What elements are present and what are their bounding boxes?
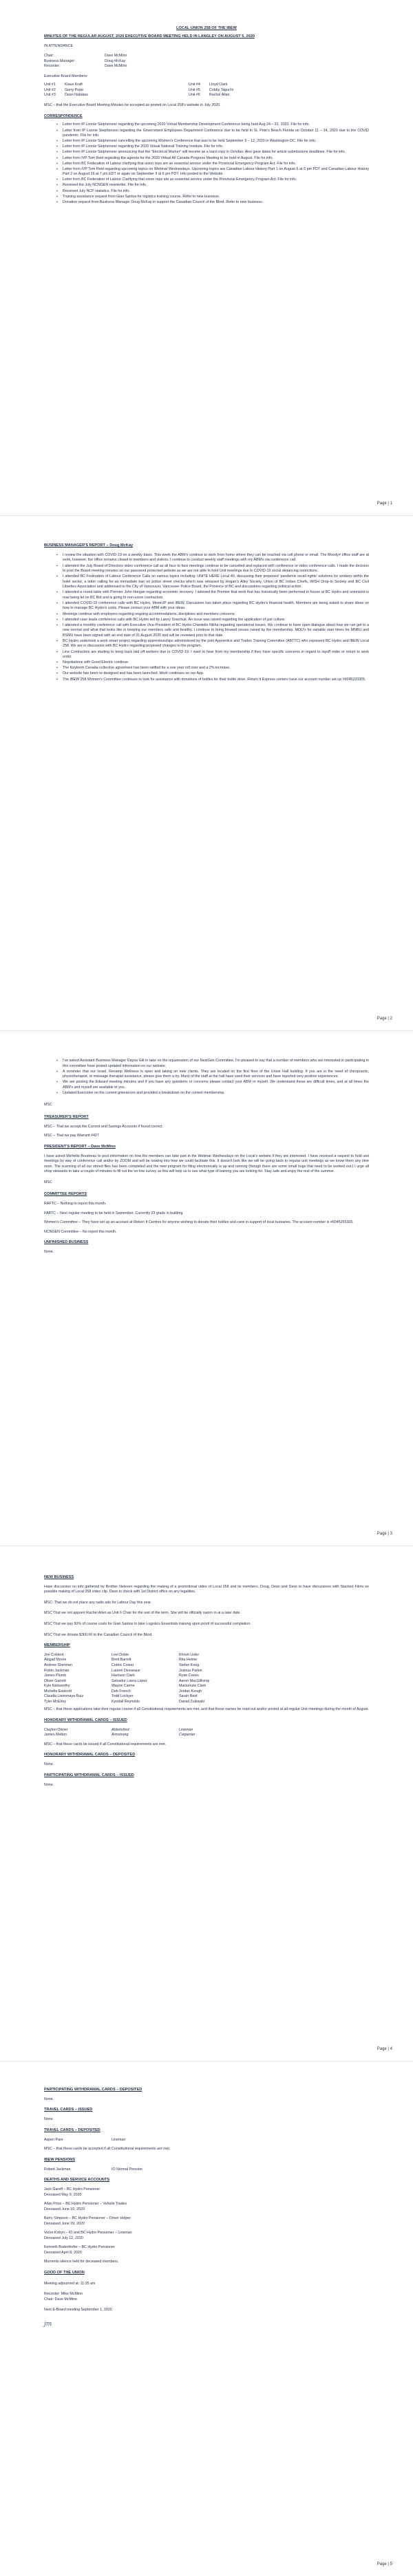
membership-motion: MSC – that these applications take their regular course if all Constitutional requirements are met, and that these names be read out and/or posted at all regular Unit meetings during the month of August. — [44, 1707, 369, 1712]
report-item: ▪ I attended case leads conference calls with BC Hydro led by Lanny Sowchuk. An issue was raised regarding the application of just culture. — [56, 618, 369, 623]
report-item: ▪ Negotiations with Good Electric continue. — [56, 660, 369, 666]
unit-member: Rachel Allan — [209, 93, 230, 98]
page-number: Page | 5 — [377, 2562, 392, 2567]
participating-deposited-text: None. — [44, 2097, 54, 2101]
travel-member-name: Aspen Pare — [44, 2137, 63, 2142]
participating-issued-text: None. — [44, 1782, 54, 1787]
report-item: ▪ The IBEW 258 Women's Committee continues to look for assistance with donations of bottles for their bottle drive. Return it Express centers have our account number set up #6045233305. — [56, 678, 369, 683]
report-item: ▪ I attended COVID-19 conference calls with BC Hydro, MoveUP and IBEW. Discussion has taken place regarding BC Hydro's financial health. Members are being asked to share ideas on how to manage BC Hydro's costs. Please contact your ABM with your ideas. — [56, 601, 369, 611]
unit-member: Gerry Pope — [65, 87, 84, 92]
new-business-motion: MSC That we donate $300.00 to the Canadian Council of the Blind. — [44, 1632, 153, 1637]
member-name: Levi Dobie — [112, 1652, 129, 1657]
member-name: Oliver Garrett — [44, 1678, 66, 1683]
member-name: Daniel Zulewski — [179, 1699, 205, 1704]
membership-title: MEMBERSHIP — [44, 1643, 70, 1648]
member-name: Stefan Koeg — [179, 1663, 200, 1667]
chair-line: Chair: Dave McMinn — [44, 2297, 77, 2302]
member-name: Khristi Lister — [179, 1652, 200, 1657]
officer-name: Doug McKay — [105, 58, 126, 63]
officer-role: Chair: — [44, 54, 54, 58]
unit-number: Unit #5 — [189, 87, 200, 92]
deaths-title: DEATHS AND SERVICE ACCOUNTS — [44, 2178, 110, 2183]
correspondence-item: ▪ Letter from IP Lonnie Stephenson cancelling the upcoming Women's Conference that was to be held September 9 – 12, 2020 in Washington DC. File for info. — [56, 139, 369, 144]
unit-member: Dean Nabatas — [65, 93, 88, 98]
honorary-issued-list — [44, 1728, 369, 1738]
member-name: Brett Barrett — [112, 1658, 131, 1663]
death-entry — [44, 2202, 369, 2212]
report-item: ▪ Line Contractors are starting to bring back laid off workers due to COVID-19. I want to hear from my membership if they have specific concerns in regard to layoff order or return to work order. — [56, 650, 369, 660]
report-item: ▪ I review the situation with COVID-19 on a weekly basis. This week the ABM's continue to work from home where they can be reached via cell phone or email. The Moody# office staff are at work, however, the office remains closed to members and visitors. I continue to conduct weekly staff meetings with my ABM's via conference call. — [56, 553, 369, 563]
correspondence-title: CORRESPONDENCE — [44, 113, 83, 118]
pensioner-name: Robert Jackman — [44, 2167, 71, 2172]
member-name: Joe Coblent — [44, 1652, 64, 1657]
page-3 — [0, 1030, 413, 1546]
committee-report: Women's Committee – They have set up an account at Return It Centres for anyone wishing to donate their bottles and cans in support of local bursaries. The account number is #6045255305. — [44, 1220, 354, 1225]
membership-column — [112, 1653, 179, 1704]
page-number: Page | 2 — [377, 1017, 392, 1021]
officer-row — [44, 64, 369, 69]
pension-type: IO Normal Pension — [112, 2167, 142, 2172]
member-name: Todd Lockyer — [112, 1694, 134, 1699]
report-item: ▪ I attended the July Board of Directors video conference call as all face to face meetings continue to be cancelled and replaced with conference or video conference calls. I made the decision to post the Board meeting minutes on our password protected website as we are not able to hold Unit meetings due to COVID-19 social distancing restrictions. — [56, 564, 369, 574]
pensions-title: IBEW PENSIONS — [44, 2157, 76, 2162]
travel-issued-title: TRAVEL CARDS – ISSUED — [44, 2108, 93, 2112]
correspondence-item: ▪ Letter from IVP Tom Reid regarding upcoming topics on Webinar Wednesdays. Upcoming topics are Canadian Labour History Part 1 on August 5 at 6 pm PDT and Canadian Labour History Part 2 on August 26 at 7 pm EDT or again on September 9 at 6 pm PDT. Info posted to the Website. — [56, 167, 369, 177]
new-business-motion: MSC That we not appoint Rachel Allen as Unit 6 Chair for the rest of the term. She will be officially sworn in at a later date. — [44, 1611, 241, 1616]
unit-member: Lloyd Clark — [209, 83, 228, 87]
participating-issued-title: PARTICIPATING WITHDRAWAL CARDS – ISSUED — [44, 1773, 134, 1777]
new-business-motion: MSC: That we do not place any radio ads for Labour Day this year. — [44, 1600, 152, 1605]
travel-member-trade: Lineman — [112, 2137, 126, 2142]
correspondence-item: ▪ Donation request from Business Manager Doug McKay in support the Canadian Council of the Blind. Refer to new business. — [56, 200, 369, 206]
page-5 — [0, 2061, 413, 2576]
travel-deposited-row — [44, 2138, 369, 2143]
honorary-deposited-title: HONORARY WITHDRAWAL CARDS – DEPOSITED — [44, 1753, 136, 1757]
correspondence-item: ▪ Letter from BC Federation of Labour clarifying that union reps are an essential service under the Provincial Emergency Program Act. File for info. — [56, 162, 369, 167]
committee-reports-title: COMMITTEE REPORTS — [44, 1192, 87, 1197]
member-name: James Plumb — [44, 1674, 67, 1678]
travel-deposited-title: TRAVEL CARDS – DEPOSITED — [44, 2128, 100, 2132]
good-of-union-title: GOOD OF THE UNION — [44, 2270, 85, 2275]
correspondence-item: ▪ Letter from BC Federation of Labour Clarifying that union reps are an essential service under the Provincial Emergency Program Act. File for info. — [56, 177, 369, 183]
correspondence-item: ▪ Letter from IP Lonnie Stephenson regarding the upcoming 2020 Virtual Membership Development Conference being held Aug 24 – 31, 2020. File for info. — [56, 122, 369, 128]
business-manager-report-title: BUSINESS MANAGER'S REPORT – Doug McKay — [44, 543, 134, 548]
membership-names — [44, 1653, 369, 1704]
page-2 — [0, 515, 413, 1030]
correspondence-list — [56, 122, 369, 205]
membership-column — [44, 1653, 112, 1704]
deceased-name: Allan Price – BC Hydro Pensioner – Vehicle Trades — [44, 2202, 127, 2207]
unit-row — [44, 93, 369, 98]
signature: jm — [44, 2320, 52, 2328]
death-entry — [44, 2216, 369, 2227]
unit-row — [44, 83, 369, 88]
member-name: Jordan Keogh — [179, 1689, 202, 1693]
treasurer-report-title: TREASURER'S REPORT — [44, 1114, 89, 1119]
president-motion: MSC — [44, 1180, 52, 1184]
business-manager-report-list — [56, 553, 369, 682]
report-item: ▪ A reminder that our Israel, Revamp Wellness is open and taking on new clients. They are located on the first floor of the Union Hall building. If you are in the need of chiropractic, physiotherapist, or massage therapist assistance, please give them a try. Many of the staff at the hall have used their services and have reported very positive experiences. — [56, 1070, 369, 1080]
page-3-content — [44, 1031, 369, 1255]
report-item: ▪ The Keytomh Canada collective agreement has been ratified for a one year roll over and a 2% increase. — [56, 666, 369, 671]
page-2-content — [44, 516, 369, 683]
moment-of-silence: Moments silence held for deceased members. — [44, 2260, 119, 2264]
member-name: Claudia Lisenmaya Ruiz — [44, 1694, 84, 1699]
unit-list — [44, 83, 369, 98]
honorary-trade: Carpenter — [179, 1733, 195, 1738]
report-item: ▪ Updated Executive on the current grievances and provided a breakdown on the current membership. — [56, 1091, 369, 1096]
report-item: ▪ BC Hydro undertook a work smart project regarding apprenticeships administered by the joint Apprentice and Trades Training Committee (ABTTC) who represent BC Hydro and IBEW Local 258. We are in discussion with BC Hydro regarding proposed changes to the program. — [56, 639, 369, 649]
officer-name: Dave McMinn — [105, 64, 127, 69]
deceased-date: Deceased June 10, 2020 — [44, 2207, 85, 2211]
honorary-issued-title: HONORARY WITHDRAWAL CARDS – ISSUED — [44, 1718, 127, 1722]
unfinished-business-text: None. — [44, 1250, 54, 1255]
member-name: Salvador Loera Lopez — [112, 1678, 147, 1683]
deceased-name: Jack Gareff – BC Hydro Pensioner — [44, 2187, 100, 2192]
honorary-name: James Melton — [44, 1733, 67, 1738]
deceased-name: Barry Simpson – BC Hydro Pensioner – Driver Helper — [44, 2216, 131, 2221]
correspondence-item: ▪ Letter from IP Lonnie Stephenson regarding the Government Employees Department Conference due to be held in St. Pete's Beach Florida on October 11 – 14, 2020 due to the COVID pandemic. File for info. — [56, 129, 369, 139]
officer-row — [44, 54, 369, 59]
page-number: Page | 3 — [377, 1532, 392, 1537]
deceased-date: Deceased May 9, 2020 — [44, 2192, 82, 2197]
member-name: Sarah Reid — [179, 1694, 198, 1699]
honorary-row — [44, 1733, 369, 1738]
honorary-row — [44, 1728, 369, 1733]
unit-row — [44, 88, 369, 94]
report-item: ▪ I've asked Assistant Business Manager Dayna Gill to take on the rejuvenation of our NextGen Committee. I'm pleased to say that a number of members who are interested in participating in this committee have posted updated information on our website. — [56, 1059, 369, 1069]
deceased-date: Deceased April 8, 2020 — [44, 2250, 82, 2255]
honorary-location: Armstrong — [112, 1733, 129, 1738]
member-name: Michelle Eastcott — [44, 1689, 72, 1693]
honorary-trade: Lineman — [179, 1727, 193, 1732]
deceased-date: Deceased July 12, 2020 — [44, 2236, 83, 2240]
committee-report: RAFTC – Nothing to report this month. — [44, 1202, 107, 1206]
member-name: Harrison Clark — [112, 1674, 135, 1678]
document-title: LOCAL UNION 258 OF THE IBEW — [176, 26, 237, 30]
member-name: Deb French — [112, 1689, 131, 1693]
report-item: ▪ I attended a round table with Premier John Horgan regarding economic recovery. I advised the Premier that work that has historically been performed in house at BC Hydro and unionized is now being let on BC Bid and is going to non-union contractors. — [56, 590, 369, 600]
member-name: Tyler McElroy — [44, 1699, 67, 1704]
page-1 — [0, 0, 413, 515]
committee-report: NCNGEN Committee – No report this month. — [44, 1229, 117, 1234]
report-item: ▪ I attended a monthly conference call with Executive Vice-President of BC Hydro Chantelle Nikha regarding operational issues. We continue to have open dialogue about how we can get to a new normal and what that looks like in keeping our members safe and healthy. I continue to bring forward issues raised by the membership. MOU's for variable start times for MNBU and BSMU have been signed with an end date of 31 August 2020 and will be reviewed prior to that date. — [56, 623, 369, 639]
death-entry — [44, 2231, 369, 2241]
member-name: Ryan Crews — [179, 1674, 199, 1678]
treasurer-motion: MSC – That we accept the Current and Savings Accounts if found correct. — [44, 1124, 164, 1129]
membership-column — [179, 1653, 246, 1704]
member-name: Abigail Moore — [44, 1658, 67, 1663]
unfinished-business-title: UNFINISHED BUSINESS — [44, 1240, 89, 1245]
member-name: Lauren Desveaux — [112, 1668, 140, 1673]
correspondence-item: ▪ Received the July NCNGEN newsletter. File for Info. — [56, 183, 369, 188]
page-number: Page | 1 — [377, 501, 392, 506]
new-business-text: Have discussion on info gathered by Brother Nelesen regarding the making of a promotional video of Local 258 and its members. Doug, Dean and Dave to have discussions with Stacked Films on possible making of Local 258 video clip. Dave to check with 1st District office on any legalities. — [44, 1584, 369, 1594]
travel-deposited-motion: MSC – that these cards be accepted if all Constitutional requirements are met. — [44, 2147, 171, 2152]
member-name: Rita Helme — [179, 1658, 198, 1663]
correspondence-item: ▪ Training assistance request from Gian Santos for logistics training course. Refer to new business. — [56, 195, 369, 200]
report-item: ▪ Meetings continue with employers regarding ongoing accommodations, disciplines and members concerns. — [56, 612, 369, 618]
treasurer-motion: MSC – That we pay Warrant #427 — [44, 1134, 99, 1138]
correspondence-item: ▪ Letter from IP Lonnie Stephenson regarding the 2020 Virtual National Training Institute. File for info. — [56, 144, 369, 150]
officer-row — [44, 59, 369, 65]
officer-role: Recorder: — [44, 64, 61, 69]
unit-number: Unit #1 — [44, 83, 56, 87]
unit-member: Klaus Kraft — [65, 83, 83, 87]
report-motion: MSC — [44, 1103, 52, 1107]
page-4 — [0, 1546, 413, 2061]
new-business-title: NEW BUSINESS — [44, 1575, 74, 1579]
recorder-line: Recorder: Mike McMinn — [44, 2292, 83, 2297]
member-name: Mackenzie Clark — [179, 1684, 206, 1689]
unit-number: Unit #4 — [189, 83, 200, 87]
honorary-deposited-text: None. — [44, 1762, 54, 1767]
honorary-location: Abbotsford — [112, 1727, 129, 1732]
page-1-content — [44, 0, 369, 206]
member-name: Cedric Coleal — [112, 1663, 134, 1667]
correspondence-item: ▪ Received July NCP statistics. File for info. — [56, 189, 369, 195]
page-number: Page | 4 — [377, 2047, 392, 2052]
unit-number: Unit #6 — [189, 93, 200, 98]
member-name: Andrew Sherman — [44, 1663, 72, 1667]
president-report-text: I have asked Michelle Boudreau to post information on how the members can take part in the Webinar Wednesdays on the Local's website if they are interested. I have received a request to hold unit meetings by way of conference call and/or by ZOOM and will be looking into how we could facilitate this. It doesn't look like we will be going back to regular unit meetings as we know them any time soon. The scanning of all our stored files has been completed and the new program for filing electronically is up and running (though there are some small bugs that need to be worked out.) I urge all shop stewards to take a couple of minutes to fill out the on-line survey as this will help us to see what type of training you are looking for. Stay safe and enjoy the rest of the summer. — [44, 1154, 369, 1174]
member-name: Joshua Parkin — [179, 1668, 202, 1673]
report-item: ▪ Our website has been re-designed and has been launched. Work continues on our App. — [56, 671, 369, 677]
next-meeting: Next E-Board meeting September 1, 2020 — [44, 2308, 112, 2313]
deceased-name: Kenneth Bodenhofer – BC Hydro Pensioner — [44, 2245, 115, 2250]
deceased-name: Victor Kirbyn – IO and BC Hydro Pensioner – Lineman — [44, 2231, 132, 2236]
death-entry — [44, 2187, 369, 2198]
participating-deposited-title: PARTICIPATING WITHDRAWAL CARDS – DEPOSITED — [44, 2088, 142, 2092]
correspondence-item: ▪ Letter from IP Lonnie Stephenson announcing that the "Electrical Worker" will resume as a hard copy in October. Also gave dates for article submissions deadlines. File for info. — [56, 150, 369, 155]
unit-number: Unit #3 — [44, 93, 56, 98]
page-5-content — [44, 2061, 369, 2329]
business-manager-report-list-continued — [56, 1059, 369, 1096]
page-4-content — [44, 1546, 369, 1788]
unit-number: Unit #2 — [44, 87, 56, 92]
attendance-heading: IN ATTENDANCE — [44, 43, 73, 48]
officer-role: Business Manager: — [44, 58, 76, 63]
unit-member: Cobby Taguchi — [209, 87, 233, 92]
report-item: ▪ We are posting the Edward meeting minutes and if you have any questions or concerns please contact your ABM or myself. We understand these are difficult times, and at all times the ABM's and myself are available to you. — [56, 1080, 369, 1090]
board-members-heading: Executive Board Members: — [44, 74, 88, 78]
officer-list — [44, 54, 369, 69]
minutes-acceptance-motion: MSC – that the Executive Board Meeting Minutes be accepted as posted on Local 258's website in July 2020. — [44, 103, 221, 107]
honorary-name: Clayton Olivier — [44, 1727, 68, 1732]
member-name: Aaron MacGillivray — [179, 1678, 210, 1683]
member-name: Kyle Nickworthy — [44, 1684, 70, 1689]
correspondence-item: ▪ Letter from IVP Tom Reid regarding the agenda for the 2020 Virtual All Canada Progress Meeting to be held in August. File for info. — [56, 156, 369, 162]
deceased-date: Deceased June 29, 2020 — [44, 2221, 85, 2226]
president-report-title: PRESIDENT'S REPORT – Dave McMinn — [44, 1144, 116, 1149]
death-entry — [44, 2245, 369, 2255]
member-name: Robin Jackman — [44, 1668, 70, 1673]
member-name: Kyndall Reynolds — [112, 1699, 140, 1704]
travel-issued-text: None. — [44, 2117, 54, 2122]
minutes-title: MINUTES OF THE REGULAR AUGUST, 2020 EXECUTIVE BOARD MEETING HELD IN LANGLEY ON AUGUST 5, 2020 — [44, 34, 255, 39]
adjournment-time: Meeting adjourned at: 11:35 am — [44, 2281, 96, 2286]
report-item: ▪ I attended BC Federation of Labour Conference Calls on various topics including: UNITE HERE Local 40, discussing their proposed 'pandemic recall rights' solutions for workers within the hotel sector, a letter calling for an immediate ban on police street checks which was released by Hogan's Alley Society, Union of BC Indian Chiefs, WISH Drop-In Society and BC Civil Liberties Association and addressed to the City of Vancouver, Vancouver Police Board, the Province of BC and discussions regarding political action. — [56, 574, 369, 590]
new-business-motion: MSC That we pay 50% of course costs for Gian Santos to take Logistics Essentials training upon proof of successful completion. — [44, 1622, 251, 1626]
officer-name: Dave McMinn — [105, 54, 127, 58]
committee-report: FABTC – Next regular meeting to be held in September. Currently 23 grads in building. — [44, 1211, 184, 1215]
member-name: Wayne Carme — [112, 1684, 135, 1689]
honorary-motion: MSC – that these cards be issued if all Constitutional requirements are met. — [44, 1742, 167, 1746]
pension-row — [44, 2167, 369, 2173]
